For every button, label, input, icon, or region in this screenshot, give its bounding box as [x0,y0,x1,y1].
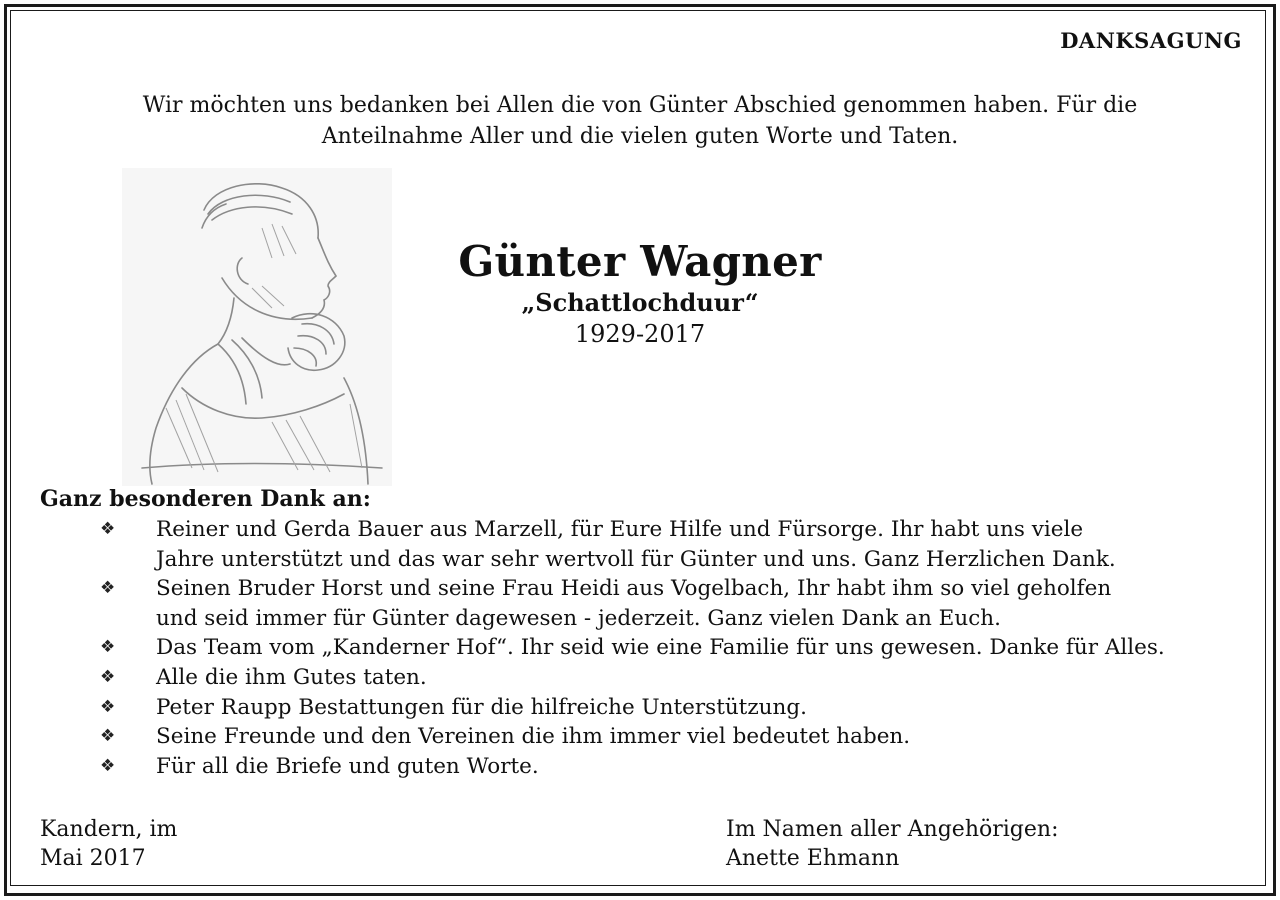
list-item [100,574,1260,633]
deceased-years: 1929-2017 [574,320,706,348]
list-item-text: Alle die ihm Gutes taten. [156,664,427,690]
list-item-text: Seinen Bruder Horst und seine Frau Heidi aus Vogelbach, Ihr habt ihm so viel geholfen und seid immer für Günter dagewesen - jederzeit. Ganz vielen Dank an Euch. [156,576,1112,631]
list-item-text: Peter Raupp Bestattungen für die hilfreiche Unterstützung. [156,694,807,720]
list-item-text: Das Team vom „Kanderner Hof“. Ihr seid wie eine Familie für uns gewesen. Danke für Alles. [156,635,1165,661]
intro-text [40,90,1240,152]
diamond-bullet-icon: ❖ [100,696,116,717]
deceased-block [440,236,840,350]
intro-line-1: Wir möchten uns bedanken bei Allen die von Günter Abschied genommen haben. Für die [142,93,1138,118]
place-line: Kandern, im [40,817,178,842]
signature-intro: Im Namen aller Angehörigen: [726,817,1059,842]
intro-line-2: Anteilnahme Aller und die vielen guten Worte und Taten. [321,124,959,149]
list-item [100,633,1260,663]
list-item [100,722,1260,752]
list-item [100,515,1260,574]
deceased-name: Günter Wagner [458,237,822,286]
place-date-block [40,815,177,873]
diamond-bullet-icon: ❖ [100,519,116,539]
diamond-bullet-icon: ❖ [100,578,116,599]
diamond-bullet-icon: ❖ [100,726,116,747]
signature-block [726,815,1058,873]
portrait-sketch [122,168,392,486]
list-item [100,752,1260,782]
list-item-text: Reiner und Gerda Bauer aus Marzell, für Eure Hilfe und Fürsorge. Ihr habt uns viele Jahre unterstützt und das war sehr wertvoll für Günter und uns. Ganz Herzlichen Dank. [156,517,1116,572]
list-item [100,693,1260,723]
thanks-list [100,515,1260,781]
signature-name: Anette Ehmann [726,846,900,871]
list-item-text: Seine Freunde und den Vereinen die ihm immer viel bedeutet haben. [156,724,911,750]
list-item-text: Für all die Briefe und guten Worte. [156,753,539,779]
diamond-bullet-icon: ❖ [100,666,116,687]
thanks-heading: Ganz besonderen Dank an: [40,486,371,512]
deceased-nickname: „Schattlochduur“ [521,288,759,317]
list-item [100,663,1260,693]
page-heading: DANKSAGUNG [1060,28,1242,53]
date-line: Mai 2017 [40,846,146,871]
diamond-bullet-icon: ❖ [100,755,116,776]
diamond-bullet-icon: ❖ [100,637,116,658]
